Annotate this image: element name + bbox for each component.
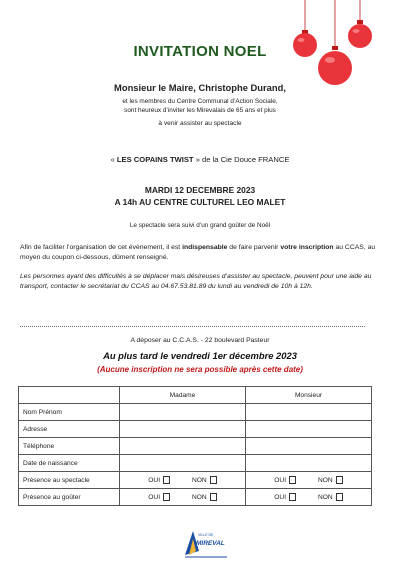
show-company: de la Cie Douce FRANCE bbox=[199, 155, 290, 164]
col-madame: Madame bbox=[120, 387, 246, 404]
oui-checkbox[interactable] bbox=[289, 493, 296, 501]
logo-name: MIREVAL bbox=[196, 540, 225, 547]
monsieur-phone-field[interactable] bbox=[246, 438, 372, 455]
p1-part-e: au CCAS, au moyen du coupon ci-dessous, dûment renseigné. bbox=[20, 244, 376, 261]
gouter-note: Le spectacle sera suivi d’un grand goûter de Noël bbox=[129, 222, 271, 229]
logo-small-text: VILLE DE bbox=[198, 533, 214, 537]
non-checkbox[interactable] bbox=[210, 493, 217, 501]
page-title: INVITATION NOEL bbox=[133, 43, 267, 60]
p1-bold-inscription: votre inscription bbox=[280, 244, 334, 251]
madame-spectacle-choice bbox=[120, 472, 246, 489]
form-header-row bbox=[19, 387, 372, 404]
p1-part-a: Afin de faciliter l’organisation de cet évènement, il est bbox=[20, 244, 183, 251]
form-corner bbox=[19, 387, 120, 404]
table-row bbox=[19, 438, 372, 455]
oui-label: OUI bbox=[148, 493, 161, 501]
deadline: Au plus tard le vendredi 1er décembre 2023 bbox=[103, 350, 297, 361]
oui-label: OUI bbox=[274, 493, 287, 501]
members-line-2: sont heureux d’inviter les Mirevalais de 65 ans et plus bbox=[124, 107, 276, 114]
non-checkbox[interactable] bbox=[210, 476, 217, 484]
cut-line bbox=[20, 326, 365, 327]
madame-gouter-choice bbox=[120, 489, 246, 506]
show-name: LES COPAINS TWIST bbox=[116, 155, 194, 164]
p1-bold-indispensable: indispensable bbox=[182, 244, 228, 251]
madame-phone-field[interactable] bbox=[120, 438, 246, 455]
row-label: Présence au spectacle bbox=[19, 472, 120, 489]
registration-form bbox=[18, 386, 372, 506]
event-date: MARDI 12 DECEMBRE 2023 bbox=[144, 185, 256, 195]
non-label: NON bbox=[192, 476, 207, 484]
monsieur-spectacle-choice bbox=[246, 472, 372, 489]
monsieur-gouter-choice bbox=[246, 489, 372, 506]
madame-address-field[interactable] bbox=[120, 421, 246, 438]
table-row bbox=[19, 404, 372, 421]
table-row bbox=[19, 489, 372, 506]
table-row bbox=[19, 455, 372, 472]
row-label: Nom Prénom bbox=[19, 404, 120, 421]
registration-paragraph bbox=[20, 243, 380, 263]
non-checkbox[interactable] bbox=[336, 493, 343, 501]
event-venue: A 14h AU CENTRE CULTUREL LEO MALET bbox=[114, 197, 286, 207]
oui-checkbox[interactable] bbox=[163, 493, 170, 501]
row-label: Date de naissance bbox=[19, 455, 120, 472]
oui-checkbox[interactable] bbox=[289, 476, 296, 484]
madame-name-field[interactable] bbox=[120, 404, 246, 421]
table-row bbox=[19, 472, 372, 489]
non-checkbox[interactable] bbox=[336, 476, 343, 484]
deadline-warning: (Aucune inscription ne sera possible après cette date) bbox=[97, 365, 303, 374]
oui-label: OUI bbox=[274, 476, 287, 484]
transport-paragraph: Les personnes ayant des difficultés à se déplacer mais désireuses d’assister au spectacle, peuvent pour une aide au transport, contacter le secrétariat du CCAS au 04.67.53.81.89 du lundi au vendredi de 10h à 12h. bbox=[20, 273, 372, 290]
non-label: NON bbox=[192, 493, 207, 501]
members-line-1: et les membres du Centre Communal d’Action Sociale, bbox=[122, 98, 278, 105]
row-label: Présence au goûter bbox=[19, 489, 120, 506]
oui-label: OUI bbox=[148, 476, 161, 484]
assist-line: à venir assister au spectacle bbox=[158, 120, 242, 127]
table-row bbox=[19, 421, 372, 438]
quote-open: « bbox=[110, 155, 117, 164]
show-line bbox=[0, 155, 400, 164]
row-label: Adresse bbox=[19, 421, 120, 438]
non-label: NON bbox=[318, 476, 333, 484]
row-label: Téléphone bbox=[19, 438, 120, 455]
deposit-address: A déposer au C.C.A.S. - 22 boulevard Pasteur bbox=[130, 337, 270, 344]
non-label: NON bbox=[318, 493, 333, 501]
p1-part-c: de faire parvenir bbox=[227, 244, 281, 251]
host-line: Monsieur le Maire, Christophe Durand, bbox=[114, 82, 286, 93]
monsieur-birthdate-field[interactable] bbox=[246, 455, 372, 472]
members-text bbox=[0, 97, 400, 115]
quote-close: » bbox=[193, 155, 200, 164]
oui-checkbox[interactable] bbox=[163, 476, 170, 484]
monsieur-name-field[interactable] bbox=[246, 404, 372, 421]
monsieur-address-field[interactable] bbox=[246, 421, 372, 438]
madame-birthdate-field[interactable] bbox=[120, 455, 246, 472]
col-monsieur: Monsieur bbox=[246, 387, 372, 404]
